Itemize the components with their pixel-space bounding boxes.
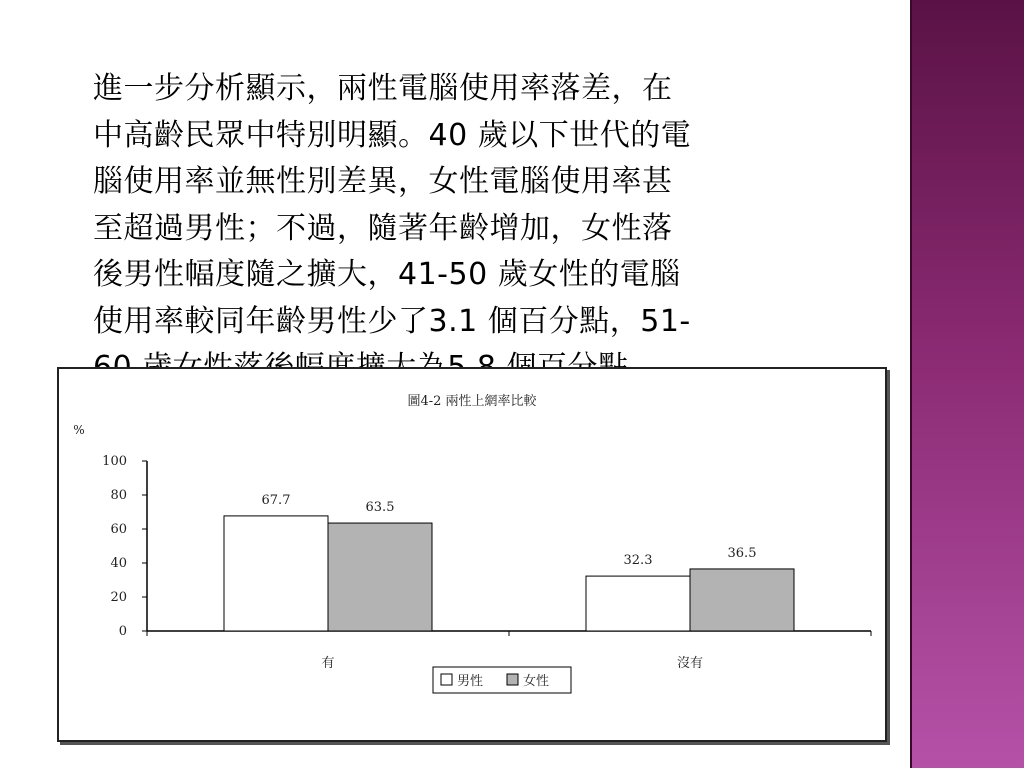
x-category-label: 有 bbox=[321, 656, 335, 671]
y-tick-label: 0 bbox=[118, 624, 127, 639]
bar-data-label: 67.7 bbox=[261, 492, 291, 508]
x-category-label: 沒有 bbox=[676, 656, 704, 671]
bar-male bbox=[586, 576, 690, 631]
body-line: 至超過男性；不過，隨著年齡增加，女性落 bbox=[93, 210, 673, 246]
body-line: 後男性幅度隨之擴大，41-50 歲女性的電腦 bbox=[93, 257, 681, 292]
bar-data-label: 32.3 bbox=[623, 553, 653, 569]
bar-chart bbox=[59, 369, 885, 740]
body-line: 進一步分析顯示，兩性電腦使用率落差，在 bbox=[93, 71, 673, 106]
legend-label: 女性 bbox=[523, 674, 550, 689]
legend-swatch-male bbox=[441, 674, 452, 685]
y-tick-label: 100 bbox=[102, 454, 127, 469]
y-tick-label: 20 bbox=[110, 590, 127, 605]
y-tick-label: 80 bbox=[110, 488, 127, 503]
legend-box bbox=[433, 667, 571, 693]
decorative-sidebar bbox=[912, 0, 1024, 768]
legend-swatch-female bbox=[507, 674, 518, 685]
chart-panel bbox=[57, 367, 887, 742]
y-tick-label: 60 bbox=[110, 522, 127, 537]
slide-body-text bbox=[93, 66, 863, 366]
body-line: 使用率較同年齡男性少了3.1 個百分點，51- bbox=[93, 303, 691, 339]
bar-male bbox=[224, 516, 328, 631]
bar-female bbox=[328, 523, 432, 631]
y-axis-unit-label: % bbox=[73, 423, 85, 437]
chart-title: 圖4-2 兩性上網率比較 bbox=[407, 394, 537, 409]
y-tick-label: 40 bbox=[110, 556, 127, 571]
bar-data-label: 63.5 bbox=[365, 500, 395, 516]
legend-label: 男性 bbox=[457, 674, 484, 689]
bar-data-label: 36.5 bbox=[727, 545, 757, 561]
body-line: 中高齡民眾中特別明顯。40 歲以下世代的電 bbox=[93, 117, 692, 153]
bar-female bbox=[690, 569, 794, 631]
body-line: 腦使用率並無性別差異，女性電腦使用率甚 bbox=[93, 164, 673, 199]
